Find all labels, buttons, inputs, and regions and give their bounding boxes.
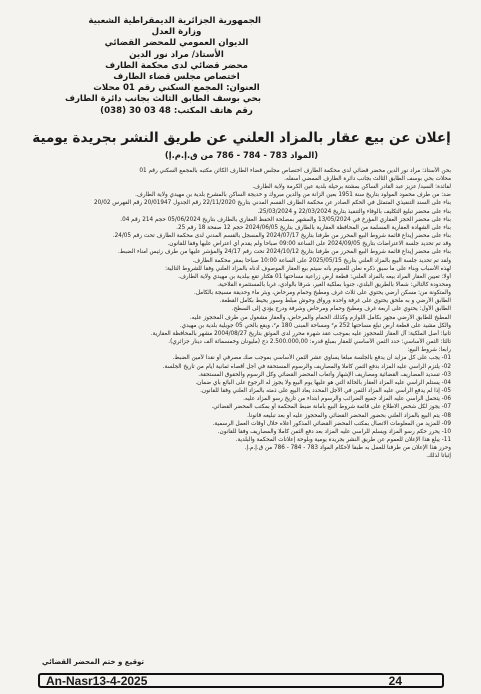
header-line: محضر قضائي لدى محكمة الطارف [105, 60, 248, 71]
body-line: الطابق الأول: يحتوي على أربعة غرف ومطبخ وحمام ومرحاض وشرفة ودرج يؤدي إلى السطح. [231, 306, 451, 313]
body-line: لفائدة: السيد/ عزيز عبد القادر الساكن بمشتة برحيلة بلدية عين الكرمة ولاية الطارف. [252, 184, 451, 191]
header-line: وزارة العدل [151, 27, 202, 38]
header-line: اختصاص مجلس قضاء الطارف [113, 72, 240, 83]
body-line: بحن الأستاذ: مراد نور الدين محضر قضائي لدى محكمة الطارف اختصاص مجلس قضاء الطارف الكائن مكتبه بالمجمع السكني رقم 01 [139, 167, 451, 174]
publication-date: An-Nasr13-4-2025 [46, 673, 148, 688]
body-line: 01- يجب على كل مزايد أن يدفع بالجلسة مبلغا يساوي عشر الثمن الأساسي بموجب صك مصرفي أو نقدا لأمين الضبط. [172, 355, 451, 362]
header-line: العنوان: المجمع السكني رقم 01 محلات [93, 83, 260, 94]
bailiff-signature-label: توقيع و ختم المحضر القضائي [42, 658, 145, 666]
body-line: 10- يحرر حكم رسو المزاد ويسلم للراسي عليه المزاد بعد دفع الثمن كاملا والمصاريف وفقا للقانون. [217, 428, 451, 435]
body-line: المطبخ للطابق الأرضي مجهز بكامل اللوازم وكذلك الحمام والمرحاض، والعقار مشغول من طرف المحجوز عليه. [189, 314, 451, 321]
legal-articles-reference: (المواد 783 - 784 - 786 من ق.إ.م.إ) [164, 149, 319, 160]
body-line: 09- للمزيد من المعلومات الاتصال بمكتب المحضر القضائي المذكور أعلاه خلال أوقات العمل الرسمية. [212, 420, 451, 427]
body-line: 07- يجوز لكل شخص الاطلاع على قائمة شروط البيع بأمانة ضبط المحكمة أو بمكتب المحضر القضائي. [211, 404, 451, 411]
header-line: الديوان العمومي للمحضر القضائي [104, 38, 249, 49]
header-line: رقم هاتف المكتب: 48 03 30 (038) [100, 105, 253, 116]
body-line: بناء على محضر إيداع قائمة شروط البيع المحرر من طرفنا بتاريخ 2024/07/17 والمسجل بالقسم المدني لدى محكمة الطارف تحت رقم 24/05. [112, 233, 451, 240]
body-line: ثانيا: أصل الملكية: آل العقار للمحجوز عليه بموجب عقد شهرة محرر لدى الموثق بتاريخ 2004/08/27 مشهر بالمحافظة العقارية. [150, 330, 451, 337]
body-line: ومحدودة كالتالي: شمالا بالطريق البلدي، جنوبا بملكية الغير، شرقا بالوادي، غربا بالمستثمرة الفلاحية. [217, 282, 451, 289]
body-line: بناء على الشهادة العقارية المسلمة من المحافظة العقارية بالطارف بتاريخ 2024/06/05 حجم 12 صفحة 18 رقم 25. [176, 224, 451, 231]
body-line: 02- يلتزم الراسي عليه المزاد بدفع الثمن كاملا والمصاريف والرسوم المستحقة في أجل أقصاه ثمانية أيام من تاريخ الجلسة. [162, 363, 451, 370]
body-line: محلات بحي بوسف الطابق الثالث بجانب دائرة الطارف الممضي أسفله. [284, 175, 451, 182]
body-line: بناء على السند التنفيذي المتمثل في الحكم الصادر عن محكمة الطارف القسم المدني بتاريخ 22/11/2020 رقم الجدول 20/01947 رقم الفهرس 20/02 [94, 200, 451, 207]
header-line: الجمهورية الجزائرية الديمقراطية الشعبية [88, 16, 261, 26]
body-line: ولقد تم تحديد جلسة البيع بالمزاد العلني بتاريخ 2025/05/15 على الساعة 10:00 صباحا بمقر محكمة الطارف. [192, 257, 451, 264]
body-line: 06- يتحمل الراسي عليه المزاد جميع الضرائب والرسوم ابتداء من تاريخ رسو المزاد عليه. [243, 396, 451, 403]
body-line: والكل مشيد على قطعة أرض تبلغ مساحتها 252 م² ومساحة المبنى 180 م²، ويقع بالحي 05 جويلية بلدية بن مهيدي. [179, 322, 451, 329]
body-line: لهذه الأسباب وبناء على ما سبق ذكره نعلن للعموم بأنه سيتم بيع العقار الموصوف أدناه بالمزاد العلني وفقا للشروط التالية: [165, 265, 451, 272]
newspaper-footer [38, 673, 444, 688]
body-line: والمتكونة من: مسكن أرضي يحتوي على ثلاث غرف ومطبخ وحمام ومرحاض، وبئر ماء وحديقة مسيجة بالكامل. [194, 290, 451, 297]
body-line: 08- يتم البيع بالمزاد العلني بحضور المحضر القضائي والمحجوز عليه أو بعد تبليغه قانونا. [247, 412, 451, 419]
body-line: وقد تم تحديد جلسة الاعتراضات بتاريخ 2024/09/05 على الساعة 09:00 صباحا ولم يقدم أي اعتراض عليها وفقا للقانون. [167, 241, 451, 248]
body-line: بناء على محضر إيداع قائمة شروط البيع المحرر من طرفنا بتاريخ 2024/10/12 تحت رقم 24/17 والمؤشر عليها من طرف رئيس أمناء الضبط. [117, 249, 451, 256]
body-line: أولا: تعيين العقار المراد بيعه بالمزاد العلني: قطعة أرض زراعية مساحتها 01 هكتار تقع ببلدية بن مهيدي ولاية الطارف. [178, 273, 451, 280]
body-line: 11- يبلغ هذا الإعلان للعموم عن طريق النشر بجريدة يومية وبلوحة إعلانات المحكمة والبلدية. [235, 436, 451, 443]
bailiff-header [64, 16, 261, 117]
body-line: رابعا: شروط البيع: [407, 347, 451, 354]
body-line: بناء على محضر الحجز العقاري المؤرخ في 13/05/2024 والمشهر بمصلحة الحفظ العقاري بالطارف بتاريخ 05/06/2024 حجم 214 رقم 04. [120, 216, 451, 223]
body-line: 05- إذا لم يدفع الراسي عليه المزاد الثمن في الأجل المحدد يعاد البيع على ذمته بالمزاد العلني وفقا للقانون. [200, 388, 451, 395]
body-line: إثباتا لذلك. [426, 453, 451, 460]
body-line: ضد: من طرف محمود المولود بتاريخ سنة 1951 بعين الزانة من والدين مبروك و خديجة الساكن بالمشرع بلدية بن مهيدي ولاية الطارف. [135, 192, 451, 199]
body-line: ثالثا: الثمن الأساسي: حدد الثمن الأساسي للعقار بمبلغ قدره: 2.500.000,00 دج (مليونان وخمسمائة ألف دينار جزائري). [168, 339, 451, 346]
body-line: وحرر هذا الإعلان من طرفنا للعمل به طبقا لأحكام المواد 783 - 784 - 786 من ق.إ.م.إ. [244, 445, 451, 452]
body-line: بناء على محضر تبليغ التكليف بالوفاء والتنفيذ بتاريخ 22/03/2024 و 25/03/2024. [257, 208, 451, 215]
body-line: الطابق الأرضي و به ملحق يحتوي على غرفة واحدة ورواق وحوش مبلط وسور يحيط بكامل القطعة. [219, 298, 451, 305]
header-line: الأستاذ/ مراد نور الدين [129, 49, 224, 60]
announcement-title: إعلان عن بيع عقار بالمزاد العلني عن طريق النشر بجريدة يومية [32, 129, 451, 146]
announcement-body [32, 167, 451, 461]
body-line: 03- تسديد المصاريف القضائية ومصاريف الإشهار وأتعاب المحضر القضائي وكل الرسوم والحقوق المستحقة. [198, 371, 451, 378]
page-number: 24 [388, 673, 402, 688]
header-line: بحي بوسف الطابق الثالث بجانب دائرة الطارف [64, 94, 261, 105]
body-line: 04- يستلم الراسي عليه المزاد العقار بالحالة التي هو عليها يوم البيع ولا يجوز له الرجوع على البائع بأي ضمان. [195, 379, 451, 386]
